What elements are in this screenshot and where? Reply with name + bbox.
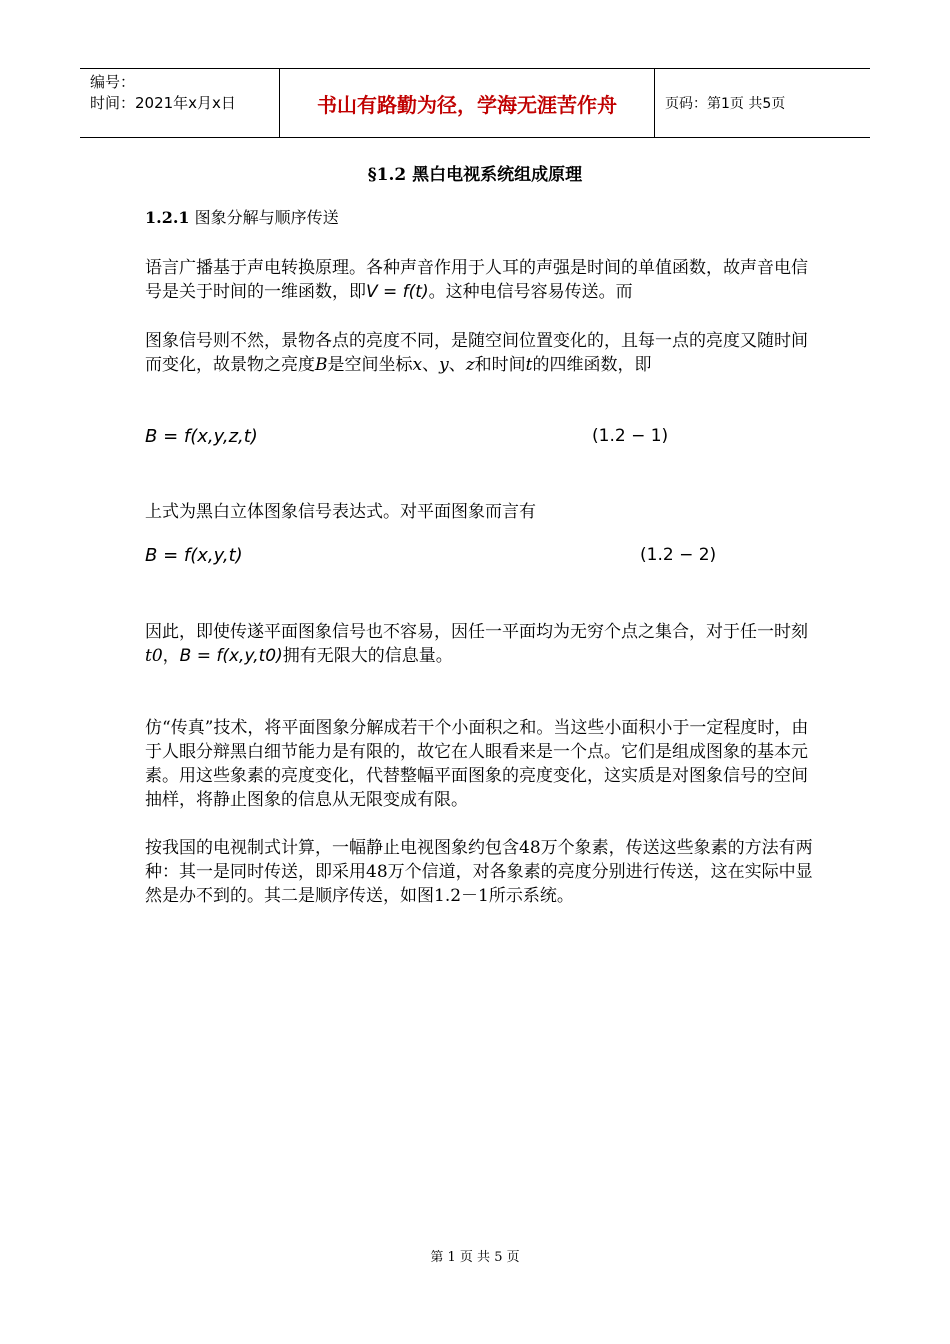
header-page-info: 页码：第1页 共5页 [665, 96, 786, 112]
p1-text1: 语言广播基于声电转换原理。各种声音作用于人耳的声强是时间的单值函数，故声音电信号是关于时间的一维函数，即 [145, 258, 808, 302]
header-meta [80, 69, 280, 137]
equation-1-formula: B = f(x,y,z,t) [145, 426, 258, 447]
subsection-heading [145, 205, 339, 228]
paragraph-4 [145, 620, 815, 668]
p4-formula: B = f(x,y,t0) [179, 646, 283, 666]
p2-text: 、 [448, 355, 466, 375]
p1-formula: V = f(t) [366, 282, 429, 302]
paragraph-5: 仿“传真”技术，将平面图象分解成若干个小面积之和。当这些小面积小于一定程度时，由于人眼分辩黑白细节能力是有限的，故它在人眼看来是一个点。它们是组成图象的基本元素。用这些象素的亮度变化，代替整幅平面图象的亮度变化，这实质是对图象信号的空间抽样，将静止图象的信息从无限变成有限。 [145, 718, 809, 810]
subsection-title: 图象分解与顺序传送 [189, 208, 339, 227]
paragraph-1 [145, 256, 815, 304]
page-footer: 第 1 页 共 5 页 [430, 1250, 520, 1265]
equation-2-number: (1.2 − 2) [640, 545, 717, 565]
equation-1-number: (1.2 − 1) [592, 426, 669, 446]
paragraph-6: 按我国的电视制式计算，一幅静止电视图象约包含48万个象素，传送这些象素的方法有两种：其一是同时传送，即采用48万个信道，对各象素的亮度分别进行传送，这在实际中显然是办不到的。其二是顺序传送，如图1.2－1所示系统。 [145, 838, 813, 906]
var-t: t [525, 355, 533, 375]
page-header [80, 68, 870, 138]
var-z: z [465, 355, 475, 375]
p2-text: 的四维函数，即 [532, 355, 652, 375]
paragraph-2 [145, 329, 815, 377]
number-label: 编号： [90, 73, 136, 91]
p2-text: 和时间 [474, 355, 526, 375]
p2-text: 图象信号则不然，景物各点的亮度不同，是随空间位置变化的，且每一点的亮度又随时间而变化，故景物之亮度 [145, 331, 808, 375]
section-title: §1.2 黑白电视系统组成原理 [367, 165, 583, 185]
p4-text: 因此，即使传遂平面图象信号也不容易，因任一平面均为无穷个点之集合，对于任一时刻 [145, 622, 808, 642]
var-t0: t0 [145, 646, 163, 666]
header-motto: 书山有路勤为径，学海无涯苦作舟 [280, 69, 655, 137]
paragraph-3: 上式为黑白立体图象信号表达式。对平面图象而言有 [145, 502, 536, 522]
var-x: x [412, 355, 423, 375]
p4-text: ， [162, 646, 180, 666]
var-y: y [439, 355, 449, 375]
p2-text: 、 [422, 355, 440, 375]
p2-text: 是空间坐标 [327, 355, 413, 375]
p4-text: 拥有无限大的信息量。 [282, 646, 453, 666]
time-label: 时间：2021年x月x日 [90, 94, 236, 112]
p1-text2: 。这种电信号容易传送。而 [428, 282, 633, 302]
var-B: B [315, 355, 328, 375]
equation-2-formula: B = f(x,y,t) [145, 545, 243, 566]
subsection-number: 1.2.1 [145, 208, 190, 227]
